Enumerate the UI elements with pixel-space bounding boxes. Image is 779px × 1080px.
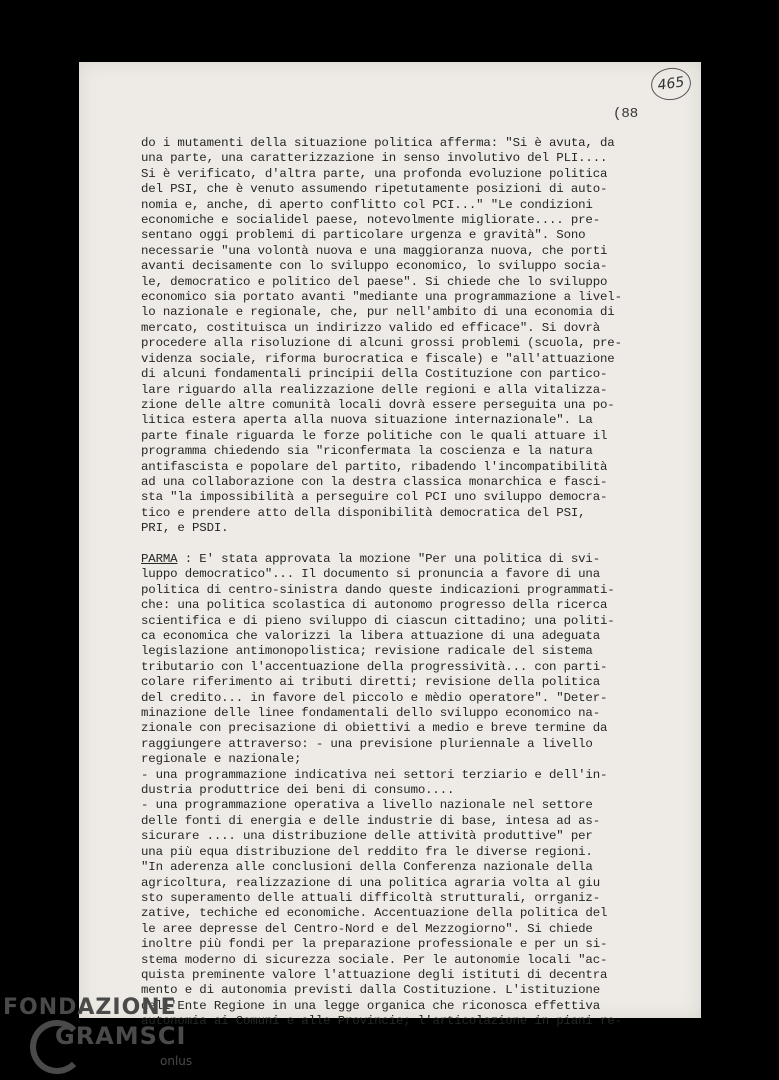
typewritten-body (141, 136, 693, 1030)
text-line: delle fonti di energia e delle industrie di base, intesa ad as- (141, 813, 600, 828)
text-line: tico e prendere atto della disponibilità democratica del PSI, (141, 505, 586, 520)
text-line: mento e di autonomia previsti dalla Costituzione. L'istituzione (141, 983, 600, 998)
text-line: PRI, e PSDI. (141, 521, 229, 536)
archive-number-stamp: 465 (649, 65, 693, 102)
watermark-line1: FONDAZIONE (3, 995, 177, 1020)
text-line: che: una politica scolastica di autonomo progresso della ricerca (141, 598, 608, 613)
text-line: "In aderenza alle conclusioni della Conferenza nazionale della (141, 860, 593, 875)
watermark-line2: GRAMSCI (55, 1022, 187, 1050)
text-line: parte finale riguarda le forze politiche con le quali attuare il (141, 428, 608, 443)
text-line: mercato, costituisca un indirizzo valido ed efficace". Si dovrà (141, 320, 600, 335)
text-line: scientifica e di pieno sviluppo di ciascun cittadino; una politi- (141, 613, 615, 628)
text-line: nomia e, anche, di aperto conflitto col PCI..." "Le condizioni (141, 197, 593, 212)
text-line: PARMA : E' stata approvata la mozione "Per una politica di svi- (141, 551, 601, 566)
text-line: antifascista e popolare del partito, ribadendo l'incompatibilità (141, 459, 608, 474)
text-line: le aree depresse del Centro-Nord e del Mezzogiorno". Si chiede (141, 921, 593, 936)
text-line: una più equa distribuzione del reddito fra le diverse regioni. (141, 844, 593, 859)
text-line: economiche e socialidel paese, notevolmente migliorate.... pre- (141, 213, 600, 228)
text-line: le, democratico e politico del paese". Si chiede che lo sviluppo (141, 274, 608, 289)
text-line: regionale e nazionale; (141, 752, 302, 767)
fondazione-gramsci-watermark (0, 990, 210, 1080)
text-line (141, 537, 693, 552)
text-line: - una programmazione operativa a livello nazionale nel settore (141, 798, 593, 813)
text-line: lare riguardo alla realizzazione delle regioni e alla vitalizza- (141, 382, 608, 397)
text-line: sentano oggi problemi di particolare urgenza e gravità". Sono (141, 228, 586, 243)
text-line: quista preminente valore l'attuazione degli istituti di decentra (141, 967, 608, 982)
text-line: sto superamento delle attuali difficoltà strutturali, orrganiz- (141, 890, 600, 905)
text-line: ca economica che valorizzi la libera attuazione di una adeguata (141, 629, 600, 643)
text-line: do i mutamenti della situazione politica afferma: "Si è avuta, da (141, 136, 615, 150)
text-line: procedere alla risoluzione di alcuni grossi problemi (scuola, pre- (141, 336, 622, 351)
text-line: colare riferimento ai tributi diretti; revisione della politica (141, 675, 600, 690)
text-line: programma chiedendo sia "riconfermata la coscienza e la natura (141, 444, 593, 459)
text-line: economico sia portato avanti "mediante una programmazione a livel- (141, 290, 622, 305)
document-page (79, 62, 701, 1029)
text-line: zione delle altre comunità locali dovrà essere perseguita una po- (141, 397, 615, 412)
text-line: inoltre più fondi per la preparazione professionale e per un si- (141, 937, 608, 952)
page-number: (88 (613, 106, 639, 122)
text-line: videnza sociale, riforma burocratica e fiscale) e "all'attuazione (141, 351, 615, 366)
text-line: legislazione antimonopolistica; revisione radicale del sistema (141, 644, 593, 659)
text-line: politica di centro-sinistra dando queste indicazioni programmati- (141, 582, 615, 597)
text-line: luppo democratico"... Il documento si pronuncia a favore di una (141, 567, 600, 582)
text-line: minazione delle linee fondamentali dello sviluppo economico na- (141, 706, 600, 721)
text-line: Si è verificato, d'altra parte, una profonda evoluzione politica (141, 166, 608, 181)
text-line: - una programmazione indicativa nei settori terziario e dell'in- (141, 767, 608, 782)
text-line: dustria produttrice dei beni di consumo.... (141, 783, 455, 798)
text-line: agricoltura, realizzazione di una politica agraria volta al giu (141, 875, 600, 890)
text-line: ad una collaborazione con la destra classica monarchica e fasci- (141, 474, 608, 489)
text-line: del PSI, che è venuto assumendo ripetutamente posizioni di auto- (141, 182, 608, 197)
watermark-line3: onlus (160, 1054, 193, 1068)
text-line: stema moderno di sicurezza sociale. Per le autonomie locali "ac- (141, 952, 608, 967)
text-line: necessarie "una volontà nuova e una maggioranza nuova, che porti (141, 243, 608, 258)
text-line: sta "la impossibilità a perseguire col PCI uno sviluppo democra- (141, 490, 608, 505)
text-line: di alcuni fondamentali principii della Costituzione con partico- (141, 367, 608, 382)
text-line: dell'Ente Regione in una legge organica che riconosca effettiva (141, 998, 600, 1013)
text-line: avanti decisamente con lo sviluppo economico, lo sviluppo socia- (141, 259, 608, 274)
text-line: sicurare .... una distribuzione delle attività produttive" per (141, 829, 593, 844)
text-line: lo nazionale e regionale, che, pur nell'ambito di una economia di (141, 305, 615, 320)
text-line: litica estera aperta alla nuova situazione internazionale". La (141, 413, 593, 428)
text-line: tributario con l'accentuazione della progressività... con parti- (141, 659, 608, 674)
text-line: una parte, una caratterizzazione in senso involutivo del PLI.... (141, 151, 608, 166)
text-line: raggiungere attraverso: - una previsione pluriennale a livello (141, 736, 593, 751)
text-line: del credito... in favore del piccolo e mèdio operatore". "Deter- (141, 690, 608, 705)
text-line: zionale con precisazione di obiettivi a medio e breve termine da (141, 721, 608, 736)
text-line: autonomia ai Comuni e alle Provincie; l'articolazione in piani re- (141, 1014, 622, 1029)
text-line: zative, techiche ed economiche. Accentuazione della politica del (141, 906, 608, 921)
